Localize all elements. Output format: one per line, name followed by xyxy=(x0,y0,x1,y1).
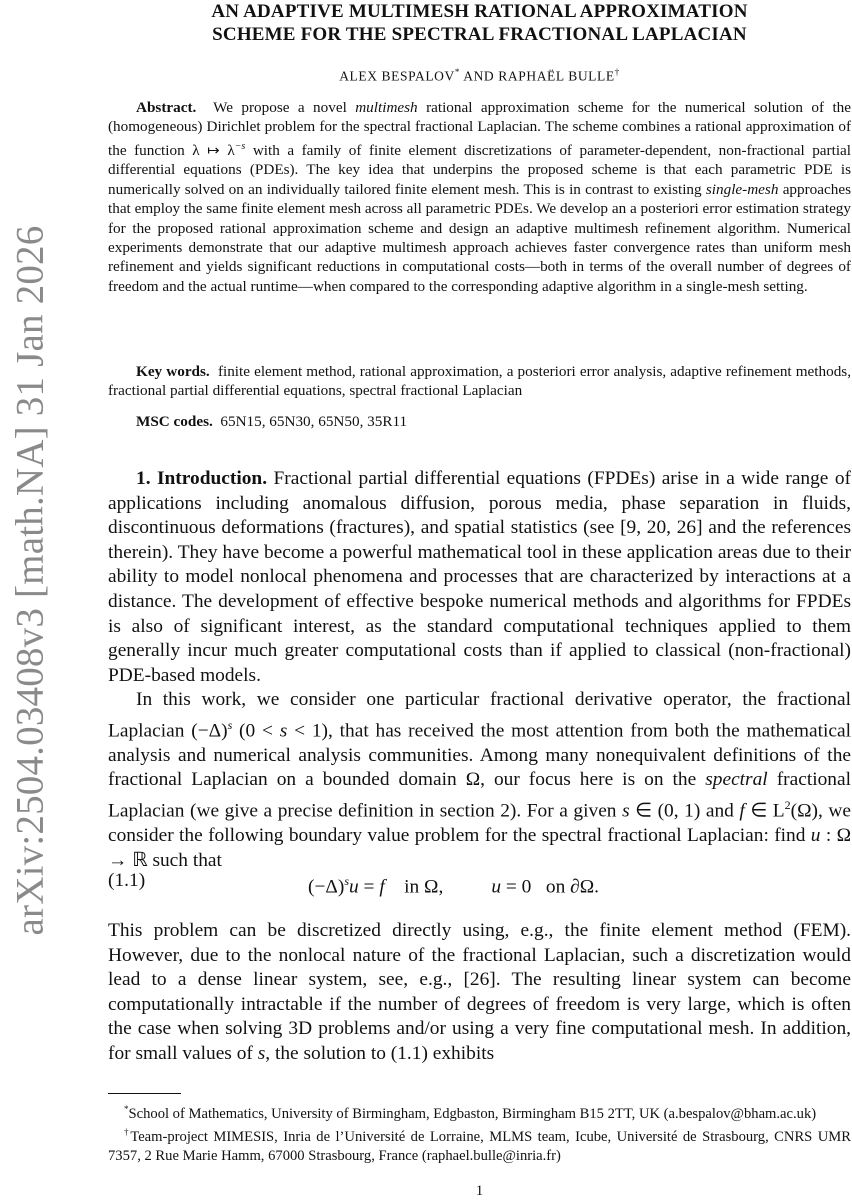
keywords-text: finite element method, rational approximation, a posteriori error analysis, adaptive refinement methods, fractional partial differential equations, spectral fractional Laplacian xyxy=(108,363,851,400)
title-line-2: SCHEME FOR THE SPECTRAL FRACTIONAL LAPLACIAN xyxy=(212,24,747,45)
paragraph-text: : Ω → ℝ such that xyxy=(108,824,851,871)
paragraph-text: Fractional partial differential equations (FPDEs) arise in a wide range of applications including anomalous diffusion, porous media, phase separation in fluids, discontinuous deformations (fractures), and spatial statistics (see [9, 20, 26] and the references therein). They have become a powerful mathematical tool in these application areas due to their ability to model nonlocal phenomena and processes that are characterized by interactions at a distance. The development of effective bespoke numerical methods and algorithms for FPDEs is also of significant interest, as the standard computational techniques applied to them generally incur much greater computational costs than if applied to classical (non-fractional) PDE-based models. xyxy=(108,468,851,686)
math-variable: s xyxy=(622,800,630,822)
arxiv-identifier[interactable]: arXiv:2504.03408v3 [math.NA] 31 Jan 2026 xyxy=(8,225,52,935)
abstract-text: rational approximation scheme for the numerical solution of the (homogeneous) Dirichlet problem for the spectral fractional Laplacian. The scheme combines a rational approximation of the function λ ↦ λ xyxy=(108,99,851,159)
math-superscript: s xyxy=(344,874,349,888)
footnote-mark: † xyxy=(124,1127,131,1138)
author-conjunction: AND xyxy=(463,68,495,84)
equation-number: (1.1) xyxy=(108,870,146,891)
equation-term: = xyxy=(358,876,380,898)
paragraph-text: In this work, we consider one particular fractional derivative operator, the fractional Laplacian (−Δ) xyxy=(108,689,851,742)
paragraph-text: ∈ (0, 1) and xyxy=(629,800,740,822)
keywords xyxy=(108,362,851,401)
body-paragraph xyxy=(108,688,851,873)
keywords-label: Key words. xyxy=(136,363,210,380)
footnote xyxy=(108,1100,851,1123)
body-paragraph-2 xyxy=(108,688,851,873)
abstract-paragraph xyxy=(108,98,851,296)
title-line-1: AN ADAPTIVE MULTIMESH RATIONAL APPROXIMATION xyxy=(211,1,748,22)
body-paragraph-3 xyxy=(108,919,851,1067)
section-heading: 1. Introduction. xyxy=(136,468,268,489)
math-variable: u xyxy=(491,876,502,898)
introduction-section xyxy=(108,467,851,688)
math-variable: f xyxy=(379,876,385,898)
msc-label: MSC codes. xyxy=(136,413,213,430)
abstract-text: approaches that employ the same finite element mesh across all parametric PDEs. We develop an a posteriori error estimation strategy for the proposed rational approximation scheme and design an adaptive multimesh refinement algorithm. Numerical experiments demonstrate that our adaptive multimesh approach achieves faster convergence rates than uniform mesh refinement and yields significant reductions in computational costs—both in terms of the overall number of degrees of freedom and the actual runtime—when compared to the corresponding adaptive algorithm in a single-mesh setting. xyxy=(108,180,851,295)
paragraph-text: < 1), that has received the most attention from both the mathematical analysis and numerical analysis communities. Among many nonequivalent definitions of the fractional Laplacian on a bounded domain Ω, our focus here is on the xyxy=(108,720,851,791)
footnote-mark[interactable]: * xyxy=(454,67,460,77)
footnote xyxy=(108,1123,851,1165)
arxiv-stamp xyxy=(8,190,52,970)
abstract-text: with a family of finite element discretizations of parameter-dependent, non-fractional partial differential equations (PDEs). The key idea that underpins the proposed scheme is that each parametric PDE is numerically solved on an individually tailored finite element mesh. This is in contrast to existing xyxy=(108,141,852,198)
abstract-emphasis: single-mesh xyxy=(705,180,779,198)
paragraph-text: , the solution to (1.1) exhibits xyxy=(265,1042,495,1064)
equation-body xyxy=(308,868,599,900)
page-number: 1 xyxy=(475,1183,484,1199)
equation-term: on ∂Ω. xyxy=(531,876,599,898)
keywords-paragraph xyxy=(108,362,851,401)
footnote-mark[interactable]: † xyxy=(614,67,620,77)
abstract-label: Abstract. xyxy=(136,99,197,116)
math-variable: s xyxy=(257,1042,266,1064)
msc-text: 65N15, 65N30, 65N50, 35R11 xyxy=(220,413,408,430)
msc-codes xyxy=(108,412,851,431)
abstract-text: We propose a novel xyxy=(213,99,356,116)
equation-term: (−Δ) xyxy=(308,876,345,898)
math-superscript: 2 xyxy=(784,797,791,812)
paragraph-text: (0 < xyxy=(232,720,280,742)
equation-term: in Ω, xyxy=(384,876,444,898)
paragraph-text: ∈ L xyxy=(744,800,785,822)
author-line xyxy=(108,63,851,86)
math-variable: f xyxy=(739,800,745,822)
footnotes xyxy=(108,1100,851,1165)
body-paragraph xyxy=(108,467,851,688)
msc-paragraph xyxy=(108,412,851,431)
footnote-text: School of Mathematics, University of Birmingham, Edgbaston, Birmingham B15 2TT, UK (a.bespalov@bham.ac.uk) xyxy=(128,1105,817,1122)
math-variable: u xyxy=(349,876,359,898)
math-superscript: −s xyxy=(234,140,246,152)
equation-1-1 xyxy=(108,868,851,898)
body-paragraph xyxy=(108,919,851,1067)
paragraph-text: fractional Laplacian (we give a precise definition in section 2). For a given xyxy=(108,769,851,822)
paragraph-text: (Ω), we consider the following boundary value problem for the spectral fractional Laplacian: find xyxy=(108,800,851,846)
math-superscript: s xyxy=(227,717,233,732)
footnote-divider xyxy=(108,1093,181,1094)
paragraph-emphasis: spectral xyxy=(705,769,768,791)
abstract-emphasis: multimesh xyxy=(355,99,418,116)
author-name: ALEX BESPALOV xyxy=(339,68,455,84)
footnote-mark: * xyxy=(124,1104,129,1114)
footnote-text: Team-project MIMESIS, Inria de l’Université de Lorraine, MLMS team, Icube, Université de Strasbourg, CNRS UMR 7357, 2 Rue Marie Hamm, 67000 Strasbourg, France (raphael.bulle@inria.fr) xyxy=(108,1129,852,1164)
paragraph-text: This problem can be discretized directly using, e.g., the finite element method (FEM). However, due to the nonlocal nature of the fractional Laplacian, such a discretization would lead to a dense linear system, see, e.g., [26]. The resulting linear system can become computationally intractable if the number of degrees of freedom is very large, which is often the case when solving 3D problems and/or using a very fine computational mesh. In addition, for small values of xyxy=(108,920,851,1064)
author-name: RAPHAËL BULLE xyxy=(498,68,615,84)
paper-title xyxy=(108,0,851,46)
abstract xyxy=(108,98,851,296)
equation-term: = 0 xyxy=(501,876,532,898)
math-variable: s xyxy=(279,720,288,742)
math-variable: u xyxy=(810,824,821,846)
